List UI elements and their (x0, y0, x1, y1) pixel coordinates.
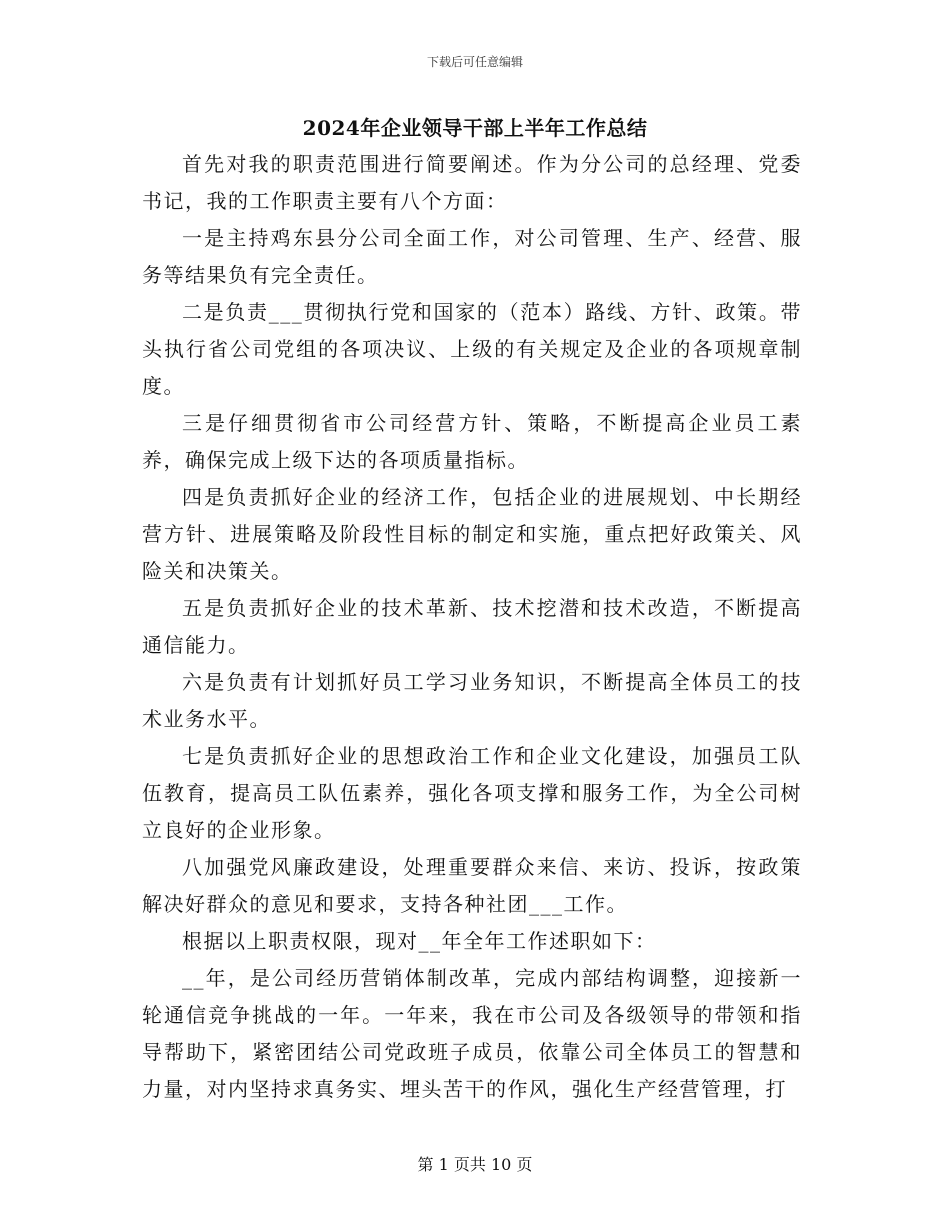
document-title: 2024年企业领导干部上半年工作总结 (302, 116, 648, 140)
paragraph-duty-6: 六是负责有计划抓好员工学习业务知识，不断提高全体员工的技术业务水平。 (142, 670, 802, 731)
paragraph-duty-4: 四是负责抓好企业的经济工作，包括企业的进展规划、中长期经营方针、进展策略及阶段性目标的制定和实施，重点把好政策关、风险关和决策关。 (142, 485, 802, 583)
paragraph-year-summary: __年，是公司经历营销体制改革，完成内部结构调整，迎接新一轮通信竞争挑战的一年。一年来，我在市公司及各级领导的带领和指导帮助下，紧密团结公司党政班子成员，依靠公司全体员工的智慧和力量，对内坚持求真务实、埋头苦干的作风，强化生产经营管理，打 (142, 966, 802, 1101)
paragraph-duty-8: 八加强党风廉政建设，处理重要群众来信、来访、投诉，按政策解决好群众的意见和要求，支持各种社团___工作。 (142, 855, 802, 916)
paragraph-report-intro: 根据以上职责权限，现对__年全年工作述职如下： (182, 929, 657, 953)
page-number: 第 1 页共 10 页 (417, 1155, 533, 1174)
paragraph-duty-1: 一是主持鸡东县分公司全面工作，对公司管理、生产、经营、服务等结果负有完全责任。 (142, 226, 802, 287)
document-body (142, 146, 802, 1108)
page-header-note: 下载后可任意编辑 (426, 55, 523, 69)
paragraph-duty-7: 七是负责抓好企业的思想政治工作和企业文化建设，加强员工队伍教育，提高员工队伍素养，强化各项支撑和服务工作，为全公司树立良好的企业形象。 (142, 744, 802, 842)
paragraph-intro: 首先对我的职责范围进行简要阐述。作为分公司的总经理、党委书记，我的工作职责主要有八个方面： (142, 152, 802, 213)
paragraph-duty-5: 五是负责抓好企业的技术革新、技术挖潜和技术改造，不断提高通信能力。 (142, 596, 802, 657)
paragraph-duty-3: 三是仔细贯彻省市公司经营方针、策略，不断提高企业员工素养，确保完成上级下达的各项质量指标。 (142, 411, 802, 472)
paragraph-duty-2: 二是负责___贯彻执行党和国家的（范本）路线、方针、政策。带头执行省公司党组的各项决议、上级的有关规定及企业的各项规章制度。 (142, 300, 802, 398)
